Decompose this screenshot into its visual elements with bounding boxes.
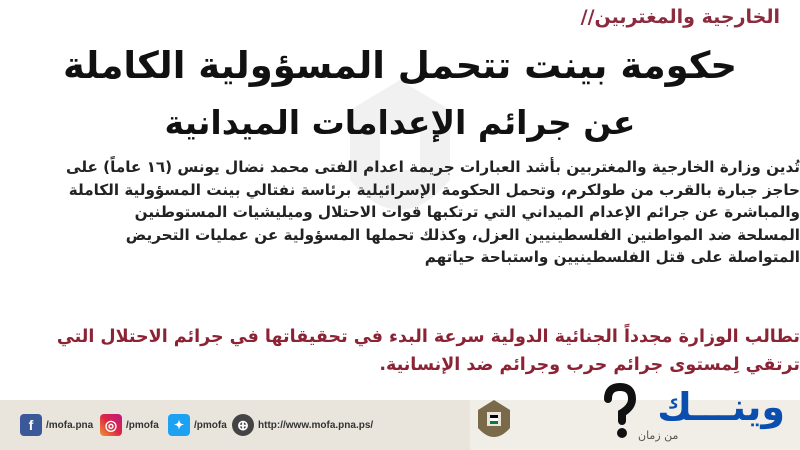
paragraph-line: تطالب الوزارة مجدداً الجنائية الدولية سرعة البدء في تحقيقاتها في جرائم الاحتلال التي (56, 327, 800, 347)
facebook-link[interactable] (20, 414, 93, 436)
demand-paragraph (0, 323, 800, 379)
paragraph-line: حاجز جبارة بالقرب من طولكرم، وتحمل الحكومة الإسرائيلية برئاسة نفتالي بينت المسؤولية الكاملة (68, 180, 800, 199)
twitter-icon: ✦ (168, 414, 190, 436)
paragraph-line: ترتقي لِمستوى جرائم حرب وجرائم ضد الإنسانية. (379, 355, 800, 375)
brand-tagline: من زمان (638, 429, 679, 442)
footer-social-bar (0, 400, 470, 450)
headline-line-1: حكومة بينت تتحمل المسؤولية الكاملة (62, 44, 738, 87)
twitter-handle: /pmofa (194, 419, 227, 431)
paragraph-line: تُدين وزارة الخارجية والمغتربين بأشد العبارات جريمة اعدام الفتى محمد نضال يونس (١٦ عاماً) على (65, 158, 800, 176)
globe-icon: ⊕ (232, 414, 254, 436)
facebook-icon: f (20, 414, 42, 436)
twitter-link[interactable] (168, 414, 227, 436)
paragraph-line: المسلحة ضد المواطنين الفلسطينيين العزل، وكذلك تحملها المسؤولية عن عمليات التحريض (125, 225, 800, 244)
paragraph-line: والمباشرة عن جرائم الإعدام الميداني التي ترتكبها قوات الاحتلال وميليشيات المستوطنين (134, 203, 800, 222)
statement-paragraph (0, 156, 800, 269)
palestine-emblem-icon (474, 396, 514, 448)
instagram-icon: ◎ (100, 414, 122, 436)
section-category: الخارجية والمغتربين// (580, 6, 780, 28)
brand-name: وينـــك (657, 385, 785, 429)
instagram-link[interactable] (100, 414, 159, 436)
instagram-handle: /pmofa (126, 419, 159, 431)
question-mark-icon (600, 383, 640, 441)
website-url: http://www.mofa.pna.ps/ (258, 419, 374, 431)
facebook-handle: /mofa.pna (46, 419, 94, 431)
paragraph-line: المتواصلة على قتل الفلسطينيين واستباحة حياتهم (424, 248, 800, 267)
website-link[interactable] (232, 414, 373, 436)
brand-logo (600, 385, 795, 447)
headline-line-2: عن جرائم الإعدامات الميدانية (164, 103, 636, 142)
